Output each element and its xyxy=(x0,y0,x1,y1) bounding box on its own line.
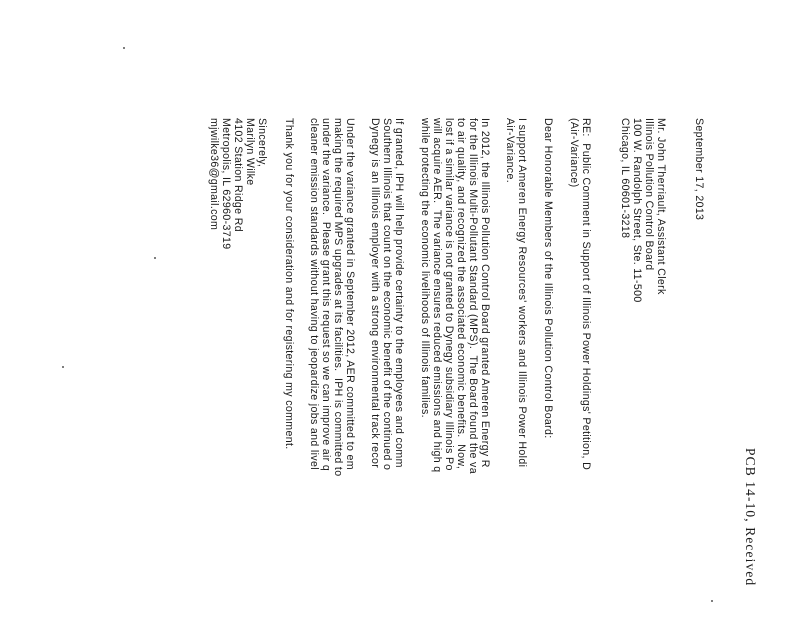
closing-line: Thank you for your consideration and for registering my comment. xyxy=(283,118,295,450)
subject-line-continued: (Air-Variance) xyxy=(568,118,580,188)
pcb-received-header: PCB 14-10, Received xyxy=(743,448,758,587)
signer-name: Marilyn Wilke xyxy=(244,118,256,186)
paragraph-line: If granted, IPH will help provide certainty to the employees and comm xyxy=(393,118,405,468)
paragraph-line: while protecting the economic livelihoods of Illinois families. xyxy=(419,118,431,418)
paragraph-line: cleaner emission standards without having to jeopardize jobs and livel xyxy=(308,118,320,470)
scan-speck xyxy=(711,600,713,602)
paragraph-line: Dynegy is an Illinois employer with a strong environmental track recor xyxy=(369,118,381,469)
paragraph-line: Air-Variance. xyxy=(504,118,516,183)
subject-line: RE: Public Comment in Support of Illinois Power Holdings' Petition, D xyxy=(580,118,592,471)
paragraph-line: will acquire AER. The variance ensures reduced emissions and high q xyxy=(431,118,443,473)
scan-speck xyxy=(154,257,156,259)
salutation: Dear Honorable Members of the Illinois Pollution Control Board: xyxy=(542,118,554,439)
paragraph-line: lost if a similar variance is not granted to Dynegy subsidiary Illinois Po xyxy=(443,118,455,471)
scan-speck xyxy=(123,47,125,49)
letter-date: September 17, 2013 xyxy=(693,118,705,221)
signer-street: 4102 Station Ridge Rd xyxy=(232,118,244,232)
paragraph-line: Under the variance granted in September 2012, AER committed to em xyxy=(344,118,356,470)
recipient-organization: Illinois Pollution Control Board xyxy=(643,118,655,271)
valediction: Sincerely, xyxy=(256,118,268,168)
recipient-city: Chicago, IL 60601-3218 xyxy=(619,118,631,239)
recipient-street: 100 W. Randolph Street, Ste. 11-500 xyxy=(631,118,643,303)
scan-speck xyxy=(62,366,64,368)
paragraph-line: to air quality, and recognized the associated economic benefits. Now, xyxy=(455,118,467,470)
paragraph-line: for the Illinois Multi-Pollutant Standard (MPS). The Board found the va xyxy=(467,118,479,474)
signer-city: Metropolis, IL 62960-3719 xyxy=(220,118,232,250)
paragraph-line: making the required MPS upgrades at its facilities. IPH is committed to xyxy=(332,118,344,477)
recipient-name: Mr. John Therriault, Assistant Clerk xyxy=(655,118,667,295)
paragraph-line: I support Ameren Energy Resources' workers and Illinois Power Holdi xyxy=(516,118,528,468)
paragraph-line: In 2012, the Illinois Pollution Control Board granted Ameren Energy R xyxy=(479,118,491,468)
paragraph-line: under the variance. Please grant this request so we can improve air q xyxy=(320,118,332,472)
paragraph-line: Southern Illinois that count on the economic benefit of the continued o xyxy=(381,118,393,471)
signer-email: mjwilke36@gmail.com xyxy=(208,118,220,231)
